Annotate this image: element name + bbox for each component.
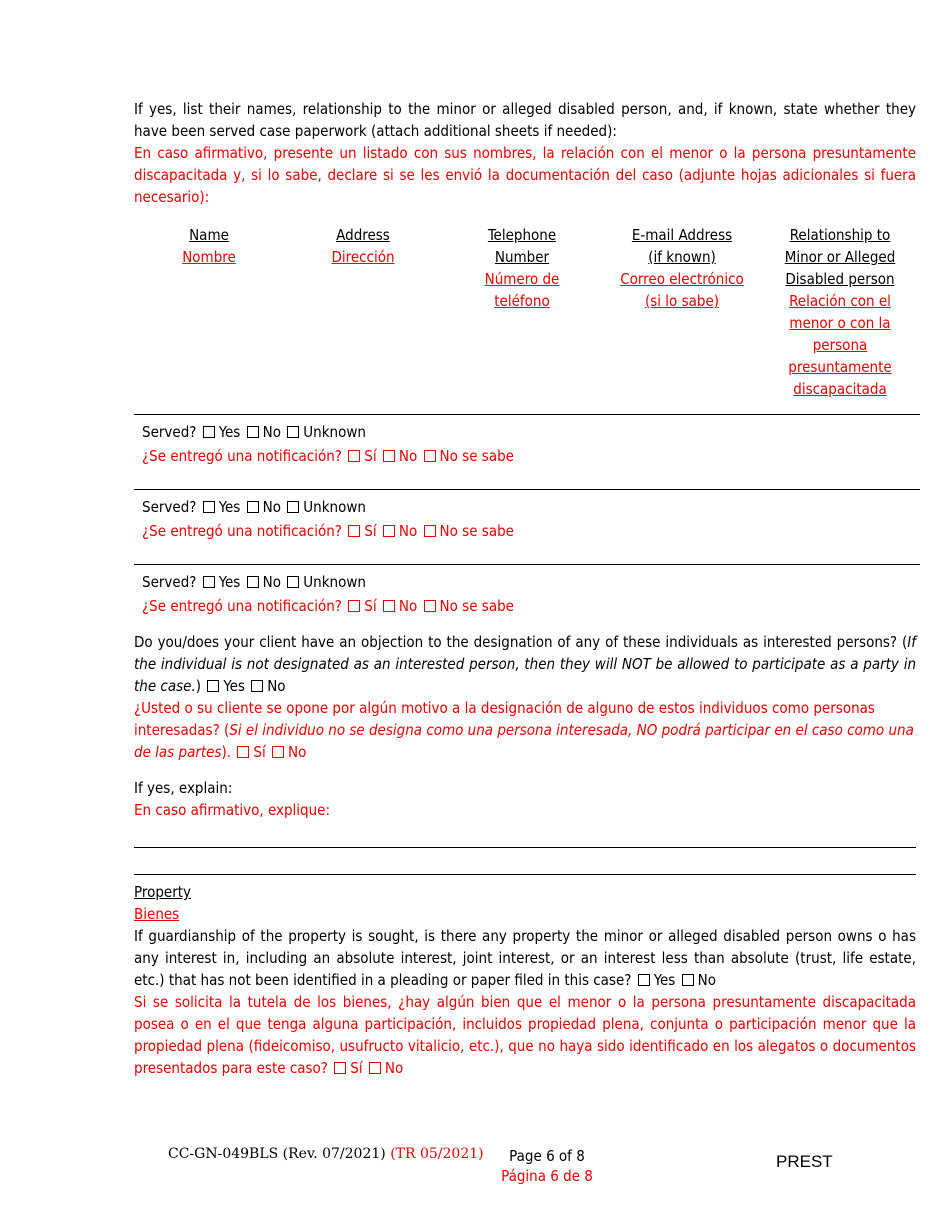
property-heading-es: Bienes <box>134 905 180 923</box>
col-relationship-en-3: Disabled person <box>785 270 895 288</box>
explain-label-es: En caso afirmativo, explique: <box>134 801 331 819</box>
served-nosesabe-label: No se sabe <box>439 447 514 465</box>
objection-si-label: Sí <box>253 743 266 761</box>
col-email-es-1: Correo electrónico <box>620 270 744 288</box>
served-no-es-checkbox[interactable] <box>383 525 395 537</box>
served-no-label: No <box>262 498 281 516</box>
column-headers <box>134 224 916 414</box>
served-nosesabe-label: No se sabe <box>439 522 514 540</box>
property-no-es-checkbox[interactable] <box>369 1062 381 1074</box>
objection-english <box>134 631 916 697</box>
property-yes-checkbox[interactable] <box>638 974 650 986</box>
property-question-es <box>134 991 916 1079</box>
served-label: Served? <box>142 573 197 591</box>
intro-english: If yes, list their names, relationship to the minor or alleged disabled person, and, if known, state whether they have been served case paperwork (attach additional sheets if needed): <box>134 100 916 140</box>
served-label-es: ¿Se entregó una notificación? <box>142 447 342 465</box>
served-line-es <box>142 520 514 542</box>
served-nosesabe-checkbox[interactable] <box>424 525 436 537</box>
col-relationship <box>770 224 910 400</box>
col-telephone-es-2: teléfono <box>494 292 550 310</box>
served-yes-checkbox[interactable] <box>203 501 215 513</box>
objection-yes-checkbox[interactable] <box>207 680 219 692</box>
served-yes-label: Yes <box>218 498 241 516</box>
served-nosesabe-label: No se sabe <box>439 597 514 615</box>
served-row-1 <box>134 414 920 489</box>
col-telephone-en-2: Number <box>494 248 550 266</box>
property-question-en <box>134 925 916 991</box>
served-unknown-checkbox[interactable] <box>287 501 299 513</box>
col-email-es-2: (si lo sabe) <box>644 292 720 310</box>
property-en-text: If guardianship of the property is sought, is there any property the minor or alleged disabled person owns o has any interest in, including an absolute interest, joint interest, or an interest less than absolute (trust, life estate, etc.) that has not been identified in a pleading or paper filed in this case? <box>134 927 916 989</box>
prest-label: PREST <box>776 1152 833 1171</box>
served-line-es <box>142 445 514 467</box>
form-page <box>134 98 916 1079</box>
served-label-es: ¿Se entregó una notificación? <box>142 597 342 615</box>
served-si-label: Sí <box>364 447 377 465</box>
served-no-es-checkbox[interactable] <box>383 450 395 462</box>
served-nosesabe-checkbox[interactable] <box>424 450 436 462</box>
served-unknown-label: Unknown <box>303 573 366 591</box>
page-number <box>497 1146 597 1186</box>
served-no-es-label: No <box>398 597 418 615</box>
objection-en-text: Do you/does your client have an objection to the designation of any of these individuals as interested persons? ( <box>134 633 908 651</box>
served-si-checkbox[interactable] <box>348 525 360 537</box>
served-no-checkbox[interactable] <box>247 576 259 588</box>
served-line-es <box>142 595 514 617</box>
objection-no-es-checkbox[interactable] <box>272 746 284 758</box>
objection-no-es-label: No <box>288 743 307 761</box>
col-telephone-es-1: Número de <box>484 270 560 288</box>
explain-section <box>134 777 916 875</box>
objection-es-italic: Si el individuo no se designa como una persona interesada, NO podrá participar en el caso como una de las partes <box>134 721 914 761</box>
served-no-checkbox[interactable] <box>247 501 259 513</box>
col-relationship-es-2: menor o con la <box>789 314 891 332</box>
served-si-label: Sí <box>364 522 377 540</box>
page-number-en: Page 6 of 8 <box>509 1147 585 1165</box>
served-unknown-checkbox[interactable] <box>287 426 299 438</box>
explain-input-line-2[interactable] <box>134 874 916 875</box>
col-relationship-es-5: discapacitada <box>793 380 887 398</box>
objection-yes-label: Yes <box>223 677 245 695</box>
served-line-en <box>142 421 514 443</box>
objection-spanish <box>134 697 916 763</box>
served-no-label: No <box>262 573 281 591</box>
col-relationship-en-2: Minor or Alleged <box>784 248 896 266</box>
intro-spanish: En caso afirmativo, presente un listado con sus nombres, la relación con el menor o la persona presuntamente discapacitada y, si lo sabe, declare si se les envió la documentación del caso (adjunte hojas adicionales si fuera necesario): <box>134 144 916 206</box>
served-no-es-label: No <box>398 522 418 540</box>
col-relationship-en-1: Relationship to <box>789 226 891 244</box>
served-label-es: ¿Se entregó una notificación? <box>142 522 342 540</box>
property-si-label: Sí <box>350 1059 363 1077</box>
form-code: CC-GN-049BLS <box>168 1146 279 1162</box>
objection-si-checkbox[interactable] <box>237 746 249 758</box>
property-section <box>134 881 916 1079</box>
property-no-checkbox[interactable] <box>682 974 694 986</box>
property-yes-label: Yes <box>653 971 676 989</box>
served-si-checkbox[interactable] <box>348 450 360 462</box>
col-email-en-1: E-mail Address <box>631 226 733 244</box>
served-nosesabe-checkbox[interactable] <box>424 600 436 612</box>
col-address-es: Dirección <box>331 248 395 266</box>
property-es-text: Si se solicita la tutela de los bienes, ¿hay algún bien que el menor o la persona presuntamente discapacitada posea o en el que tenga alguna participación, incluidos propiedad plena, conjunta o participación menor que la propiedad plena (fideicomiso, usufructo vitalicio, etc.), que no haya sido identificado en los alegatos o documentos presentados para este caso? <box>134 993 916 1077</box>
served-si-checkbox[interactable] <box>348 600 360 612</box>
col-relationship-es-4: presuntamente <box>788 358 892 376</box>
served-unknown-label: Unknown <box>303 498 366 516</box>
col-address-en: Address <box>336 226 390 244</box>
served-unknown-checkbox[interactable] <box>287 576 299 588</box>
served-yes-checkbox[interactable] <box>203 576 215 588</box>
objection-no-label: No <box>267 677 286 695</box>
served-no-checkbox[interactable] <box>247 426 259 438</box>
objection-en-close: ) <box>195 677 202 695</box>
form-revision: (Rev. 07/2021) <box>282 1146 386 1162</box>
col-telephone-en-1: Telephone <box>487 226 557 244</box>
objection-no-checkbox[interactable] <box>251 680 263 692</box>
served-no-es-checkbox[interactable] <box>383 600 395 612</box>
col-email <box>608 224 756 312</box>
page-number-es: Página 6 de 8 <box>501 1167 593 1185</box>
col-relationship-es-3: persona <box>812 336 868 354</box>
served-label: Served? <box>142 423 197 441</box>
col-address <box>318 224 408 268</box>
col-name <box>174 224 244 268</box>
objection-es-text: ¿Usted o su cliente se opone por algún motivo a la designación de alguno de estos individuos como personas interesadas? ( <box>134 699 875 739</box>
served-yes-checkbox[interactable] <box>203 426 215 438</box>
objection-es-close: ). <box>221 743 232 761</box>
served-no-label: No <box>262 423 281 441</box>
served-no-es-label: No <box>398 447 418 465</box>
col-name-en: Name <box>189 226 229 244</box>
served-line-en <box>142 496 514 518</box>
served-yes-label: Yes <box>218 573 241 591</box>
served-si-label: Sí <box>364 597 377 615</box>
served-label: Served? <box>142 498 197 516</box>
col-relationship-es-1: Relación con el <box>789 292 891 310</box>
form-translation-revision: (TR 05/2021) <box>390 1146 484 1162</box>
served-row-2 <box>134 489 920 564</box>
property-heading-en: Property <box>134 883 192 901</box>
form-number <box>168 1143 484 1165</box>
explain-label-en: If yes, explain: <box>134 779 233 797</box>
served-unknown-label: Unknown <box>303 423 366 441</box>
property-no-label: No <box>697 971 716 989</box>
served-line-en <box>142 571 514 593</box>
property-si-checkbox[interactable] <box>334 1062 346 1074</box>
objection-en-italic: If the individual is not designated as an interested person, then they will NOT be allowed to participate as a party in the case. <box>134 633 916 695</box>
property-no-es-label: No <box>384 1059 404 1077</box>
served-yes-label: Yes <box>218 423 241 441</box>
served-row-3 <box>134 564 920 625</box>
col-name-es: Nombre <box>182 248 236 266</box>
col-email-en-2: (if known) <box>648 248 716 266</box>
col-telephone <box>467 224 577 312</box>
